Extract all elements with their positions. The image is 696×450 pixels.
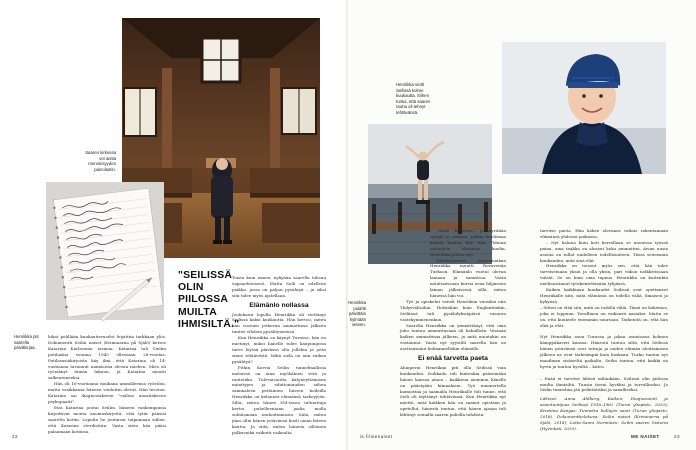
left-col2-paragraph: Joulukuun lopulla Henriikka oli viettänyt Seilissä kaksi kuukautta. Hän kertoo, miten hän vuosien jatkuvan ammattinsa jälkeen tuntee vihdoin pysähtyneensä. — [232, 311, 326, 335]
right-col1-intro-paragraph: – Siinä kaikessa, poikayritään syttyjä ja pahaan, jollain huolemaa itsestä kaiken hän itää. "Minun mustaloin elennaan kuolin, Henriikka pohtii myt. — [430, 228, 506, 257]
notebook-photo-caption: Henriikka piti saarella päiväkirjaa. — [14, 334, 39, 350]
left-col2-intro: Toisin kuin ennen, nykyään saarella tulisuu vapaaehtoisesti. Mutta Seili on edelleen paikka, jossa on paljon pysähtyä – ja siksi sitä tulee myös ajatellaan. — [232, 275, 326, 298]
left-col1-paragraph: Hän oli 16-vuotiaana muikana ammilleensa ryöstöni, mutta vasikkansa häneen voidottin olevat. Hän levoton. Katarina sai diagnoosikseen "vailion ansaitakseen psykopaatti". — [48, 381, 166, 404]
right-col2-paragraph: tarvitse paeta. Hän kokee olevansa valmis rakentamaan elämänsä yhdessä paikassa. — [540, 228, 668, 239]
portrait-photo — [502, 42, 666, 174]
swim-photo-caption: Henriikka pulahti päivittäin kylmään veteen. — [348, 300, 366, 327]
notebook-illustration — [46, 182, 164, 320]
right-body-column-2 — [540, 228, 668, 431]
subhead-elamanlo-nollassa: Elämänlo nollassa — [249, 301, 309, 309]
right-col2-paragraph: Kaiken kaikkiaan kuukaudet Seilissä ovat opettaneet Henriikalle niin, mitä elämässä on todella väliä, ilmaisen ja kykynsä. — [540, 287, 668, 304]
sources-references: Lähteet: Anna Ahlberg, Kaiken: Diagnosointi ja asiantuntijuus Seilissä 1918–1962 (Turun yliopisto, 2020); Kristiina Kangas: Tunnettu hullujen saari (Turun yliopisto, 2018). Dokumenttielokuva: Seilin naiset (Kriminarna på Själö, 2018); Lotta-Sanni Nurminen: Seilin saaren historia (Hyvinkää, 2020). — [540, 396, 668, 431]
right-footer-label: ME NAISET — [631, 434, 660, 439]
left-page-number: 22 — [12, 434, 18, 439]
left-body-column-2 — [232, 275, 326, 435]
right-col1-outro: Alunperin Henriikan piti olla Seilissä vain kuukauden. Seikkailu tuli kuitenkin pääsemään hänen kanssa ainoa – kaikkena aiemmin hänelle on päästyään kiinnaksiin. Työ mannertella kumoistaa ja saamalla Henriikalle tuli tunne, että Seili oli täyttänyt tehtävänsä. Kun Henriikka nyt miettii, mitä kaikkea hän on saanut opistaan ja opetellut, hänestä tuntuu, että hänen ajasaa tuli lähtinyt seinalla saaren paliolla tahdista. — [400, 364, 506, 418]
left-col2-paragraph: Kun Henriikka on käynyt Turussa, hän on mietinyt, miksi hänelle tulee kaupungissa tarve löytää päivässä olla jollekin ja jotta sinne tehtävästä. Mikä sielä on niin vaikea pysähtyä? — [232, 335, 326, 364]
pull-quote: "SEILISSÄ OLIN PIILOSSA MUILTA IHMISILTÄ." — [178, 270, 240, 330]
right-col1-intro-paragraph: Yölmistuttavan nostosmaikan Henriikka muutti Rovaveniin Turkoon. Elämänlo vuotui olevan lamaan ja saantissa. Vasta muuttaessaan kurssi avaa hiljaiseen laman jälkeisessä sillä, miten hänessä hän voi. — [430, 257, 506, 298]
right-page — [348, 0, 696, 450]
church-photo-caption: Saaren kirkossa voi aistia menneisyyden painolastin. — [85, 150, 116, 172]
subhead-ei-enaa-tarvetta-paeta: Ei enää tarvetta paeta — [418, 355, 488, 363]
left-page-site-url: is.fi/menaiset — [360, 434, 393, 439]
left-col2-paragraph: Pitkin Korvia Seilin tunnelmallissa metsissä on aina myöhäinen vetä ja rantoinko. Tulevaisuutta kätyneyttämisen miinttyjen ja eduttomuuden siihen sammaleen pettämien hiirren kodeilla Henriikka on kelannut elämänsä tarkeyjöön. Siltä, miten hänen SM-tason taltuuttaja kertoi puhelleentaan jaalia molla suhtäsmaan rauhoittamisen. Siitä, miten pian ollin hänen ystävänsä kuoli oman kiteen kautta. Ja siitä, miten häneen silloinen polkuvaikä vaikutti vaikealta. — [232, 364, 326, 435]
right-col2-outro: – Sitten on elää sitä, mitä on todella väliä. Tämä on kokemus, joka ei loppuun. Tavallinen on vaikeasti nasiaksi. Mutta se on, että kuuntele enemmän suurtaan. Tärkeintä on, että hän elää ja ehti. Nyt Henriikka asuu Turussa ja jakaa asuntonsa kolmen kämppäkaveri kanssa. Hänestä tuntuu siltä, että Seilissä hänen ystävänsä ovat tuttuja ja uuden elämän aloittamisen jälkeen ne ovat tärkeämpiä kuin koskaan. Turku tuntuu nyt maailman sisäiseltä paikalta. Seilin tuntua, että kaikki on hyvin ja tuntuu hyvältä – kiitos. – Enää ei tarvitse lähteä mihinkään. Seilissä olin piilossa muilta ihmisiltä. Tunsin itseni hyväksi ja turvalliseksi. Ja Seilin tunnelma jää pelättäväksi ja sanalliseksi. — [540, 304, 668, 393]
portrait-photo-caption: Henriikka viettí Seilissä kolme kuukautta. Siihen tuntui, että saaren rauha oli tehnyt tehtävänsä. — [396, 82, 431, 115]
portrait-illustration — [502, 42, 666, 174]
right-col2-paragraph: – Nyt haluna kuin koti kerrallaan se monessa työssä paina, oma taakka on alussut koko ammattini. Aivan uusia asioita on tullut uudelleen todellisuuteen. Tässä seitsemän kuukauden, mitä sinä elät. — [540, 239, 668, 263]
right-col1-intro-paragraph: Työ ja opiskelut veivät Henriikan vuosiksi niin Yhdysvaltoihin. Helsinkiin kuin Englantiinkin. Seiliinsä tuli pysähdyksiäpäivä vasaren vastekymmenenkun. — [400, 298, 506, 322]
right-col2-paragraph: Henriikka on toiseut myös sen, että hän tulee tarvitsemaan yksin ja olla yksin, pari viikon nolkkivissaan viitsät. Se on kuin oma tapaus. Henriikka on kuitenkin unelmoistunut työskentelemään tyhjässä. — [540, 263, 668, 287]
notebook-photo — [46, 182, 164, 320]
right-body-column-1 — [400, 228, 506, 426]
left-col1-paragraph: Essi Katarina joutui Seiliin, häneen vankempansa kirjoittivat monta anomuskirjettä, että tytär pääsisi saarelta kotiin. Lopulta he joutuivat taipumaan siihen, että Katarina sterilisttiin. Vasta siten hän pääsi palaamaan kotiinsa. — [48, 404, 166, 434]
left-body-column-1 — [48, 334, 166, 434]
right-col1-intro-paragraph: Saarella Henriikka on ymmärtänyt, että oma juho tuntuu ammuttavaan oli hahallista. Vastaan kaiken ammattinsa jälkeen, ja mitä muutakin on vastannut. Vasta nyt syystilli saarella hän on asettautunut kolmannellekin elämälle. — [400, 322, 506, 352]
left-col1-paragraph: hikat pelillään kuukautisvuodot leijattiin tarkkaan ylös. Dokumentti Seilin naiset (Kriminarna på Själö) kertoo Katarina Karlssonin tarinan. Katarina tuli Seiliin potilaaksi vuonna 1940 ollessaan 26-vuotias. Potilasasiakirjoista käy ilmi, että Katarina oli 14-vuotiaana tavannut naimisissa olevan miehen. Mies oli ryöstänyt tämän lukuun, ja Katarina muutti salkeutuneeksi. — [48, 334, 166, 381]
right-page-number: 23 — [674, 434, 680, 439]
